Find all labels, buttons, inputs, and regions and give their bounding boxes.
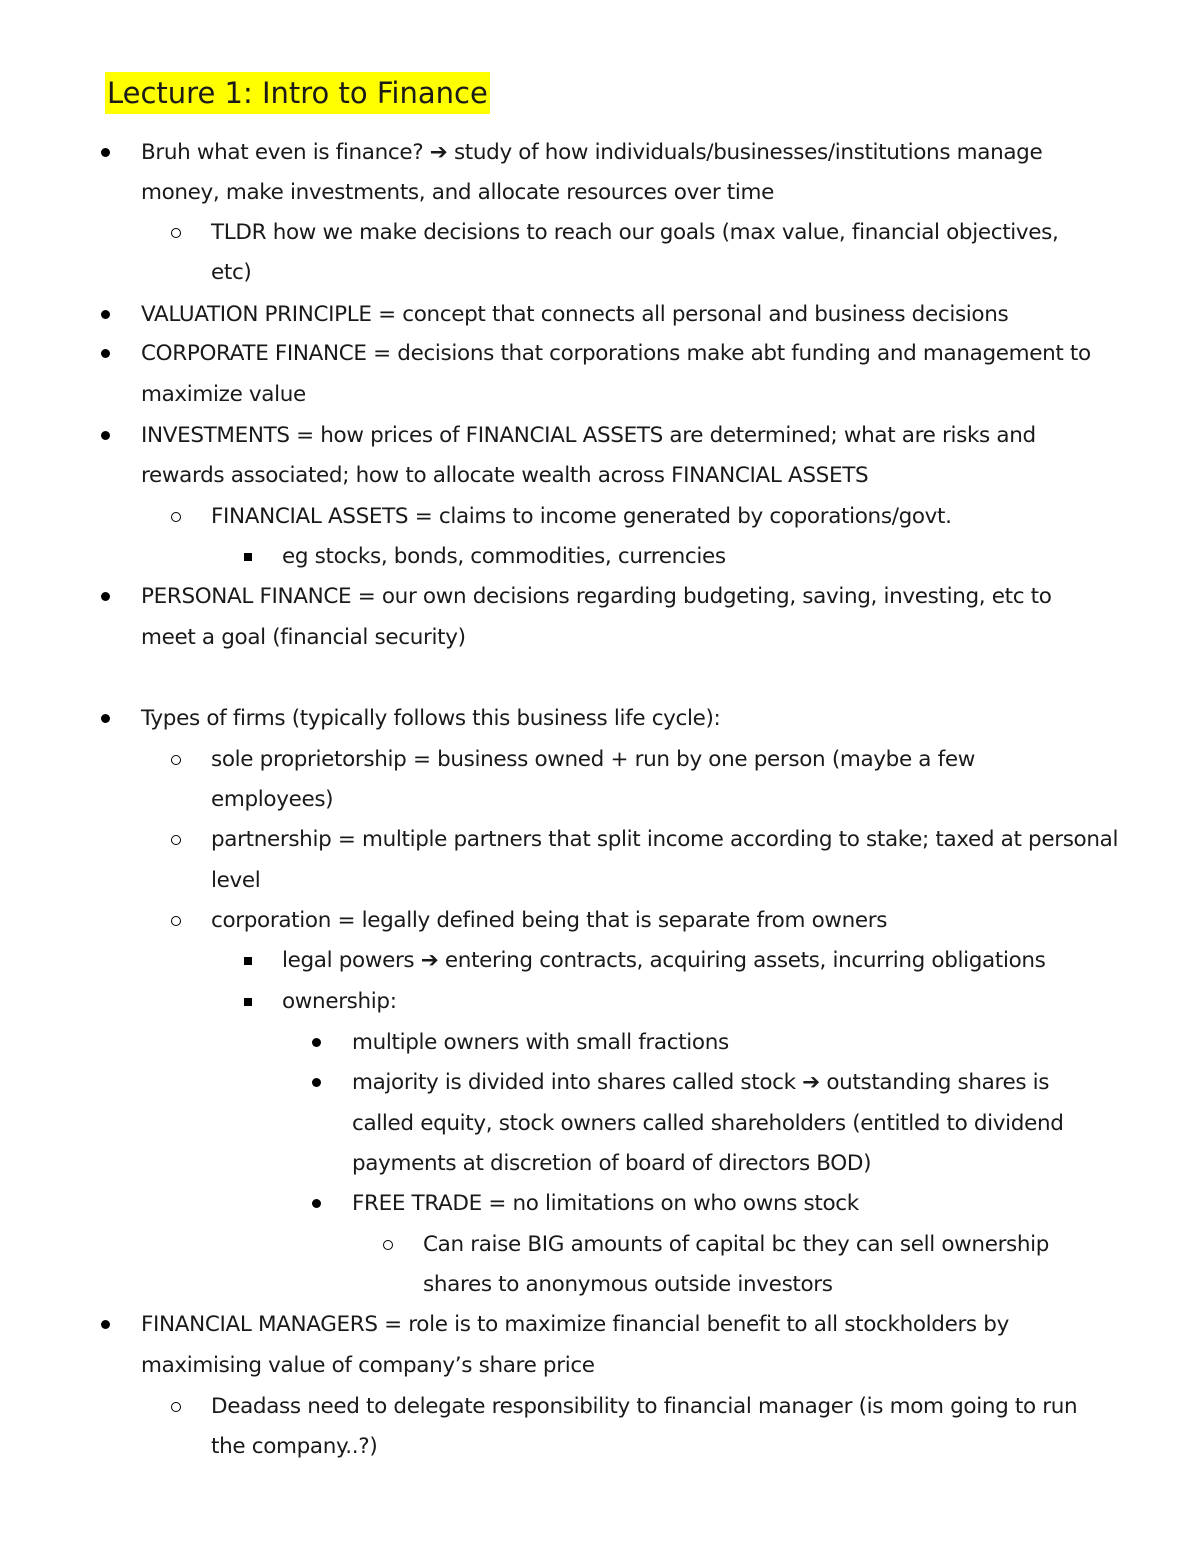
square-bullet-icon bbox=[244, 998, 252, 1006]
list-item-continuation: the company..?) bbox=[211, 1434, 378, 1459]
bullet-icon bbox=[101, 592, 110, 601]
circle-bullet-icon bbox=[171, 916, 181, 926]
list-item-continuation: etc) bbox=[211, 260, 252, 285]
list-item: Bruh what even is finance? ➔ study of how individuals/businesses/institutions manage bbox=[141, 140, 1043, 165]
list-item: corporation = legally defined being that is separate from owners bbox=[211, 908, 888, 933]
list-item: FINANCIAL MANAGERS = role is to maximize financial benefit to all stockholders by bbox=[141, 1312, 1009, 1337]
circle-bullet-icon bbox=[171, 835, 181, 845]
square-bullet-icon bbox=[244, 553, 252, 561]
list-item-continuation: payments at discretion of board of directors BOD) bbox=[352, 1151, 872, 1176]
list-item-continuation: called equity, stock owners called shareholders (entitled to dividend bbox=[352, 1111, 1064, 1136]
bullet-icon bbox=[312, 1078, 321, 1087]
circle-bullet-icon bbox=[171, 512, 181, 522]
list-item-continuation: money, make investments, and allocate resources over time bbox=[141, 180, 774, 205]
list-item: VALUATION PRINCIPLE = concept that connects all personal and business decisions bbox=[141, 302, 1009, 327]
bullet-icon bbox=[101, 148, 110, 157]
bullet-icon bbox=[312, 1199, 321, 1208]
bullet-icon bbox=[101, 431, 110, 440]
list-item: Can raise BIG amounts of capital bc they can sell ownership bbox=[423, 1232, 1050, 1257]
list-item: partnership = multiple partners that split income according to stake; taxed at personal bbox=[211, 827, 1119, 852]
bullet-icon bbox=[101, 1320, 110, 1329]
circle-bullet-icon bbox=[171, 228, 181, 238]
list-item: PERSONAL FINANCE = our own decisions regarding budgeting, saving, investing, etc to bbox=[141, 584, 1052, 609]
bullet-icon bbox=[312, 1038, 321, 1047]
list-item-continuation: shares to anonymous outside investors bbox=[423, 1272, 833, 1297]
list-item: ownership: bbox=[282, 989, 397, 1014]
list-item-continuation: rewards associated; how to allocate wealth across FINANCIAL ASSETS bbox=[141, 463, 869, 488]
circle-bullet-icon bbox=[171, 755, 181, 765]
page-title: Lecture 1: Intro to Finance bbox=[105, 72, 490, 114]
list-item: majority is divided into shares called stock ➔ outstanding shares is bbox=[352, 1070, 1050, 1095]
list-item-continuation: maximize value bbox=[141, 382, 306, 407]
list-item: CORPORATE FINANCE = decisions that corporations make abt funding and management to bbox=[141, 341, 1091, 366]
list-item: FREE TRADE = no limitations on who owns stock bbox=[352, 1191, 859, 1216]
bullet-icon bbox=[101, 349, 110, 358]
list-item: eg stocks, bonds, commodities, currencies bbox=[282, 544, 726, 569]
list-item-continuation: employees) bbox=[211, 787, 334, 812]
list-item: Types of firms (typically follows this business life cycle): bbox=[141, 706, 721, 731]
circle-bullet-icon bbox=[383, 1240, 393, 1250]
list-item: sole proprietorship = business owned + run by one person (maybe a few bbox=[211, 747, 975, 772]
list-item-continuation: maximising value of company’s share price bbox=[141, 1353, 595, 1378]
list-item: TLDR how we make decisions to reach our goals (max value, financial objectives, bbox=[211, 220, 1059, 245]
list-item: FINANCIAL ASSETS = claims to income generated by coporations/govt. bbox=[211, 504, 952, 529]
bullet-icon bbox=[101, 310, 110, 319]
bullet-icon bbox=[101, 714, 110, 723]
list-item: legal powers ➔ entering contracts, acquiring assets, incurring obligations bbox=[282, 948, 1046, 973]
list-item-continuation: level bbox=[211, 868, 261, 893]
circle-bullet-icon bbox=[171, 1402, 181, 1412]
list-item: Deadass need to delegate responsibility to financial manager (is mom going to run bbox=[211, 1394, 1078, 1419]
list-item: INVESTMENTS = how prices of FINANCIAL ASSETS are determined; what are risks and bbox=[141, 423, 1036, 448]
square-bullet-icon bbox=[244, 957, 252, 965]
list-item: multiple owners with small fractions bbox=[352, 1030, 729, 1055]
list-item-continuation: meet a goal (financial security) bbox=[141, 625, 466, 650]
